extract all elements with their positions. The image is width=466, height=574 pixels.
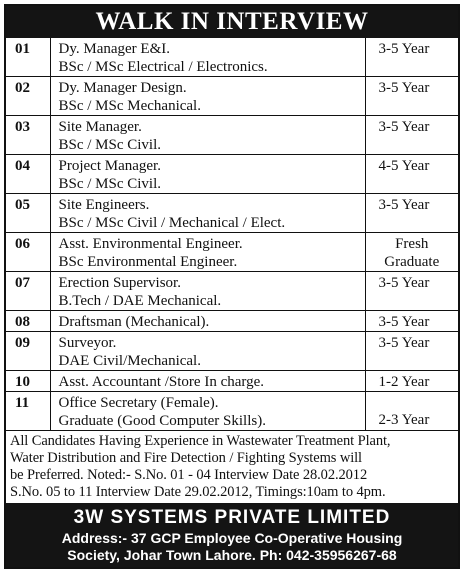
notes-line: Water Distribution and Fire Detection / Fighting Systems will [10,450,362,466]
job-title: Erection Supervisor. [58,275,181,291]
job-experience: 2-3 Year [378,412,430,428]
job-experience-cell [365,233,458,272]
job-serial-number: 10 [6,371,50,392]
job-serial-number: 01 [6,38,50,77]
notes-line: All Candidates Having Experience in Wastewater Treatment Plant, [10,433,391,449]
ad-heading: WALK IN INTERVIEW [6,6,458,38]
job-serial-number: 02 [6,77,50,116]
job-title: Asst. Accountant /Store In charge. [58,374,265,390]
job-experience-cell [365,371,458,392]
job-experience-cell [365,272,458,311]
job-experience-cell [365,116,458,155]
job-experience: 3-5 Year [378,335,430,351]
table-row [6,272,458,311]
table-row [6,332,458,371]
job-position-cell [50,155,365,194]
job-serial-number: 08 [6,311,50,332]
job-experience-cell [365,332,458,371]
job-experience: 3-5 Year [378,80,430,96]
job-serial-number: 03 [6,116,50,155]
job-position-cell [50,77,365,116]
job-qualification: BSc / MSc Electrical / Electronics. [58,59,268,75]
job-position-cell [50,311,365,332]
address-line: Society, Johar Town Lahore. Ph: 042-35956267-68 [67,547,397,563]
table-row [6,116,458,155]
table-row [6,155,458,194]
job-experience-cell [365,155,458,194]
job-experience-cell [365,194,458,233]
notes-line: be Preferred. Noted:- S.No. 01 - 04 Interview Date 28.02.2012 [10,467,368,483]
job-serial-number: 05 [6,194,50,233]
job-position-cell [50,233,365,272]
job-experience: 3-5 Year [378,41,430,57]
job-qualification: Graduate (Good Computer Skills). [58,413,266,429]
job-qualification: DAE Civil/Mechanical. [58,353,201,369]
job-title: Site Engineers. [58,197,150,213]
job-title: Project Manager. [58,158,161,174]
job-experience-cell [365,38,458,77]
job-experience: 1-2 Year [378,374,430,390]
job-experience-cell [365,392,458,431]
notes-line: S.No. 05 to 11 Interview Date 29.02.2012, Timings:10am to 4pm. [10,484,386,500]
table-row [6,392,458,431]
jobs-table [6,38,458,431]
job-position-cell [50,332,365,371]
address-line: Address:- 37 GCP Employee Co-Operative Housing [61,530,403,546]
job-title: Asst. Environmental Engineer. [58,236,243,252]
table-row [6,371,458,392]
job-qualification: BSc / MSc Civil. [58,137,162,153]
job-position-cell [50,272,365,311]
eligibility-notes [6,431,458,501]
job-serial-number: 07 [6,272,50,311]
company-address [6,530,458,564]
job-experience: 3-5 Year [378,275,430,291]
job-position-cell [50,116,365,155]
job-experience: 4-5 Year [378,158,430,174]
job-qualification: BSc / MSc Civil / Mechanical / Elect. [58,215,286,231]
job-serial-number: 11 [6,392,50,431]
job-qualification: BSc / MSc Mechanical. [58,98,201,114]
company-footer [6,503,458,567]
job-position-cell [50,392,365,431]
job-qualification: BSc Environmental Engineer. [58,254,238,270]
job-experience: Fresh [395,236,429,252]
job-serial-number: 06 [6,233,50,272]
table-row [6,38,458,77]
job-position-cell [50,194,365,233]
job-serial-number: 09 [6,332,50,371]
job-title: Dy. Manager E&I. [58,41,170,57]
job-experience: 3-5 Year [378,197,430,213]
job-qualification: BSc / MSc Civil. [58,176,162,192]
job-position-cell [50,371,365,392]
table-row [6,233,458,272]
table-row [6,311,458,332]
job-experience: Graduate [384,254,440,270]
table-row [6,194,458,233]
job-title: Draftsman (Mechanical). [58,314,210,330]
job-experience-cell [365,311,458,332]
company-name: 3W SYSTEMS PRIVATE LIMITED [73,507,391,528]
job-title: Office Secretary (Female). [58,395,219,411]
job-title: Surveyor. [58,335,117,351]
job-experience: 3-5 Year [378,119,430,135]
job-qualification: B.Tech / DAE Mechanical. [58,293,222,309]
job-advertisement [4,4,460,569]
job-serial-number: 04 [6,155,50,194]
table-row [6,77,458,116]
job-title: Dy. Manager Design. [58,80,187,96]
job-experience-cell [365,77,458,116]
job-experience: 3-5 Year [378,314,430,330]
job-title: Site Manager. [58,119,142,135]
job-position-cell [50,38,365,77]
